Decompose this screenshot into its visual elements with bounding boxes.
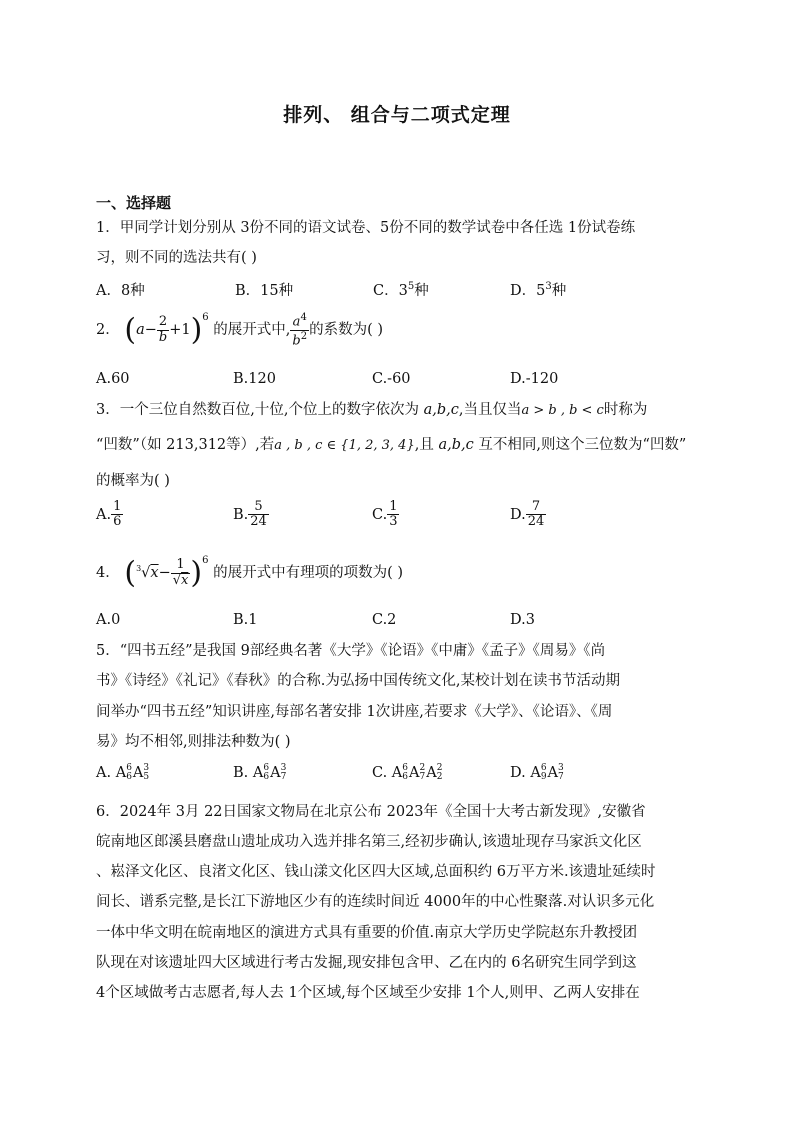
- q2-option-b: B.120: [233, 371, 276, 387]
- perm-sup: 2: [436, 763, 443, 773]
- q3-b-num: 5: [248, 500, 269, 515]
- q3-option-c: [372, 500, 399, 530]
- q4-right-paren: ): [190, 555, 203, 591]
- q2-right-paren: ): [190, 312, 203, 348]
- page-title: 排列、 组合与二项式定理: [283, 104, 511, 126]
- perm-letter: A: [252, 765, 264, 781]
- q4-left-paren: (: [124, 555, 137, 591]
- q2-frac-den: b: [158, 329, 168, 345]
- q1-option-b: B．15种: [235, 283, 294, 299]
- q3-vars-2: a,b,c: [438, 437, 474, 453]
- perm-letter: A: [409, 765, 420, 781]
- q3-c-label: C.: [372, 506, 388, 523]
- q5-a-label: A.: [96, 765, 116, 781]
- q4-frac-den: x: [181, 572, 189, 588]
- q3-a-num: 1: [113, 499, 122, 514]
- q4-option-c: C.2: [372, 612, 397, 628]
- perm-letter: A: [547, 765, 559, 781]
- q1-stem-line-2: 习，则不同的选法共有( ): [96, 250, 257, 266]
- q3-stem-line-2: [96, 433, 696, 454]
- perm-indices: [437, 764, 443, 782]
- q5-c-label: C.: [372, 765, 392, 781]
- perm-letter: A: [391, 765, 403, 781]
- q2-frac2-den-exp: 2: [300, 330, 308, 342]
- q3-stem-line-3: 的概率为( ): [96, 473, 170, 489]
- q3-a-label: A.: [96, 506, 112, 523]
- q2-stem: [96, 312, 383, 348]
- q5-d-label: D.: [510, 765, 531, 781]
- q2-frac2-den: b: [292, 332, 301, 348]
- q1-d-exp: 3: [545, 281, 552, 293]
- q2-fraction: [157, 315, 169, 345]
- perm-indices: [402, 764, 408, 782]
- perm-indices: [126, 764, 132, 782]
- perm-sup: 6: [263, 763, 270, 773]
- perm-sup: 3: [558, 763, 564, 773]
- q2-left-paren: (: [124, 312, 137, 348]
- perm-sup: 3: [143, 763, 150, 773]
- perm-sub: 5: [143, 772, 150, 782]
- q3-d-den: 24: [527, 514, 545, 530]
- q1-d-unit: 种: [551, 283, 567, 299]
- q3-condition: a > b , b < c: [521, 403, 604, 418]
- q3-a-fraction: [111, 500, 123, 530]
- q3-line2-mid: ,且: [414, 437, 439, 453]
- q4-root-var: x: [150, 565, 159, 581]
- q1-c-unit: 种: [414, 283, 429, 299]
- q3-vars: a,b,c: [423, 402, 459, 418]
- q4-option-d: D.3: [510, 612, 535, 628]
- q2-minus: −: [144, 322, 157, 339]
- perm-sub: 6: [263, 772, 270, 782]
- q6-stem-line-6: 队现在对该遗址四大区域进行考古发掘,现安排包含甲、乙在内的 6名研究生同学到这: [96, 955, 637, 971]
- q2-mid-text: 的展开式中,: [213, 322, 291, 339]
- q4-frac-den-wrap: √x: [172, 572, 189, 588]
- q4-number: 4．: [96, 565, 120, 581]
- q3-line1-mid: ,当且仅当: [458, 402, 522, 418]
- q4-root-index: 3: [136, 564, 142, 573]
- q3-d-num: 7: [526, 500, 547, 515]
- q3-b-label: B.: [233, 506, 249, 523]
- perm-sub: 6: [126, 772, 132, 782]
- q3-c-num: 1: [389, 499, 398, 514]
- q2-plus-one: +1: [169, 322, 191, 339]
- q6-stem-line-7: 4个区域做考古志愿者,每人去 1个区域,每个区域至少安排 1个人,则甲、乙两人安排在: [96, 985, 640, 1001]
- q2-option-c: C.-60: [372, 371, 411, 387]
- q5-option-a: [96, 764, 150, 782]
- q1-option-a: A．8种: [96, 283, 145, 299]
- perm-sub: 2: [436, 772, 443, 782]
- perm-indices: [420, 764, 426, 782]
- q6-stem-line-4: 间长、谱系完整,是长江下游地区少有的连续时间近 4000年的中心性聚落.对认识多元化: [96, 894, 655, 910]
- q4-option-b: B.1: [233, 612, 258, 628]
- q2-frac2-num: a: [292, 314, 301, 330]
- q1-option-d: [510, 279, 566, 300]
- q3-option-b: [233, 500, 269, 530]
- q2-number: 2．: [96, 322, 120, 339]
- q4-minus: −: [158, 565, 171, 581]
- q3-d-fraction: [526, 500, 547, 530]
- q1-stem-line-1: 1．甲同学计划分别从 3份不同的语文试卷、5份不同的数学试卷中各任选 1份试卷练: [96, 220, 636, 236]
- perm-sub: 6: [402, 772, 409, 782]
- q4-radical: √: [141, 565, 151, 581]
- q3-stem-line-1: [96, 398, 696, 419]
- perm-letter: A: [115, 765, 127, 781]
- q5-stem-line-2: 书》《诗经》《礼记》《春秋》的合称.为弘扬中国传统文化,某校计划在读书节活动期: [96, 673, 620, 689]
- q5-d-expr: [530, 765, 564, 781]
- q2-option-a: A.60: [96, 371, 130, 387]
- q5-stem-line-1: 5．“四书五经”是我国 9部经典名著《大学》《论语》《中庸》《孟子》《周易》《尚: [96, 643, 606, 659]
- q1-d-base: D．5: [510, 283, 546, 299]
- perm-indices: [263, 764, 269, 782]
- perm-sup: 2: [419, 763, 426, 773]
- q6-stem-line-2: 皖南地区郎溪县磨盘山遗址成功入选并排名第三,经初步确认,该遗址现存马家浜文化区: [96, 834, 642, 850]
- q1-c-base: C．3: [373, 283, 408, 299]
- perm-indices: [143, 764, 149, 782]
- perm-indices: [558, 764, 564, 782]
- perm-sub: 9: [540, 772, 547, 782]
- q5-b-label: B.: [233, 765, 253, 781]
- q5-stem-line-3: 间举办“四书五经”知识讲座,每部名著安排 1次讲座,若要求《大学》、《论语》、《周: [96, 704, 613, 720]
- q4-fraction: [171, 558, 191, 588]
- q3-line2-pre: “凹数”（如 213,312等）,若: [96, 437, 275, 453]
- q5-c-expr: [392, 765, 444, 781]
- q2-fraction-2: [290, 312, 309, 348]
- perm-sup: 6: [402, 763, 409, 773]
- q2-frac2-num-exp: 4: [300, 312, 307, 323]
- q3-c-fraction: [387, 500, 399, 530]
- q4-option-a: A.0: [96, 612, 121, 628]
- perm-sup: 6: [540, 763, 547, 773]
- q1-c-exp: 5: [407, 281, 415, 293]
- q3-d-label: D.: [510, 506, 526, 523]
- q3-set: a , b , c ∈ {1, 2, 3, 4}: [274, 438, 415, 453]
- q5-option-d: [510, 764, 565, 782]
- q6-stem-line-5: 一体中华文明在皖南地区的演进方式具有重要的价值.南京大学历史学院赵东升教授团: [96, 925, 638, 941]
- q1-option-c: [373, 279, 429, 300]
- perm-sub: 7: [419, 772, 426, 782]
- perm-letter: A: [132, 765, 144, 781]
- q4-tail-text: 的展开式中有理项的项数为( ): [213, 565, 404, 581]
- q2-power: 6: [202, 312, 209, 324]
- q4-power: 6: [202, 555, 209, 566]
- q6-stem-line-3: 、崧泽文化区、良渚文化区、钱山漾文化区四大区域,总面积约 6万平方米.该遗址延续时: [96, 864, 656, 880]
- q3-c-den: 3: [389, 514, 398, 530]
- perm-sup: 6: [126, 763, 132, 773]
- q2-frac-num: 2: [157, 315, 169, 330]
- perm-indices: [541, 764, 547, 782]
- perm-letter: A: [530, 765, 541, 781]
- q5-a-expr: [116, 765, 150, 781]
- perm-letter: A: [270, 765, 281, 781]
- perm-sub: 7: [280, 772, 287, 782]
- q5-b-expr: [253, 765, 287, 781]
- q6-stem-line-1: 6．2024年 3月 22日国家文物局在北京公布 2023年《全国十大考古新发现》,安徽省: [96, 804, 646, 820]
- q3-option-a: [96, 500, 123, 530]
- section-heading: 一、选择题: [96, 194, 172, 212]
- perm-indices: [281, 764, 287, 782]
- q3-line1-pre: 3．一个三位自然数百位,十位,个位上的数字依次为: [96, 402, 424, 418]
- q3-line1-post: 时称为: [603, 402, 648, 418]
- q3-option-d: [510, 500, 546, 530]
- q2-option-d: D.-120: [510, 371, 559, 387]
- q3-b-fraction: [248, 500, 269, 530]
- q2-var-a: a: [136, 322, 145, 339]
- q5-stem-line-4: 易》均不相邻,则排法种数为( ): [96, 734, 291, 750]
- perm-letter: A: [426, 765, 437, 781]
- q5-option-b: [233, 764, 287, 782]
- q3-a-den: 6: [113, 514, 122, 530]
- perm-sub: 7: [558, 772, 564, 782]
- q3-line2-post: 互不相同,则这个三位数为“凹数”: [473, 437, 687, 453]
- perm-sup: 3: [280, 763, 287, 773]
- q4-frac-num: 1: [171, 558, 191, 573]
- q2-tail-text: 的系数为( ): [309, 322, 384, 339]
- q5-option-c: [372, 764, 443, 782]
- q4-stem: [96, 555, 403, 591]
- q3-b-den: 24: [250, 514, 267, 530]
